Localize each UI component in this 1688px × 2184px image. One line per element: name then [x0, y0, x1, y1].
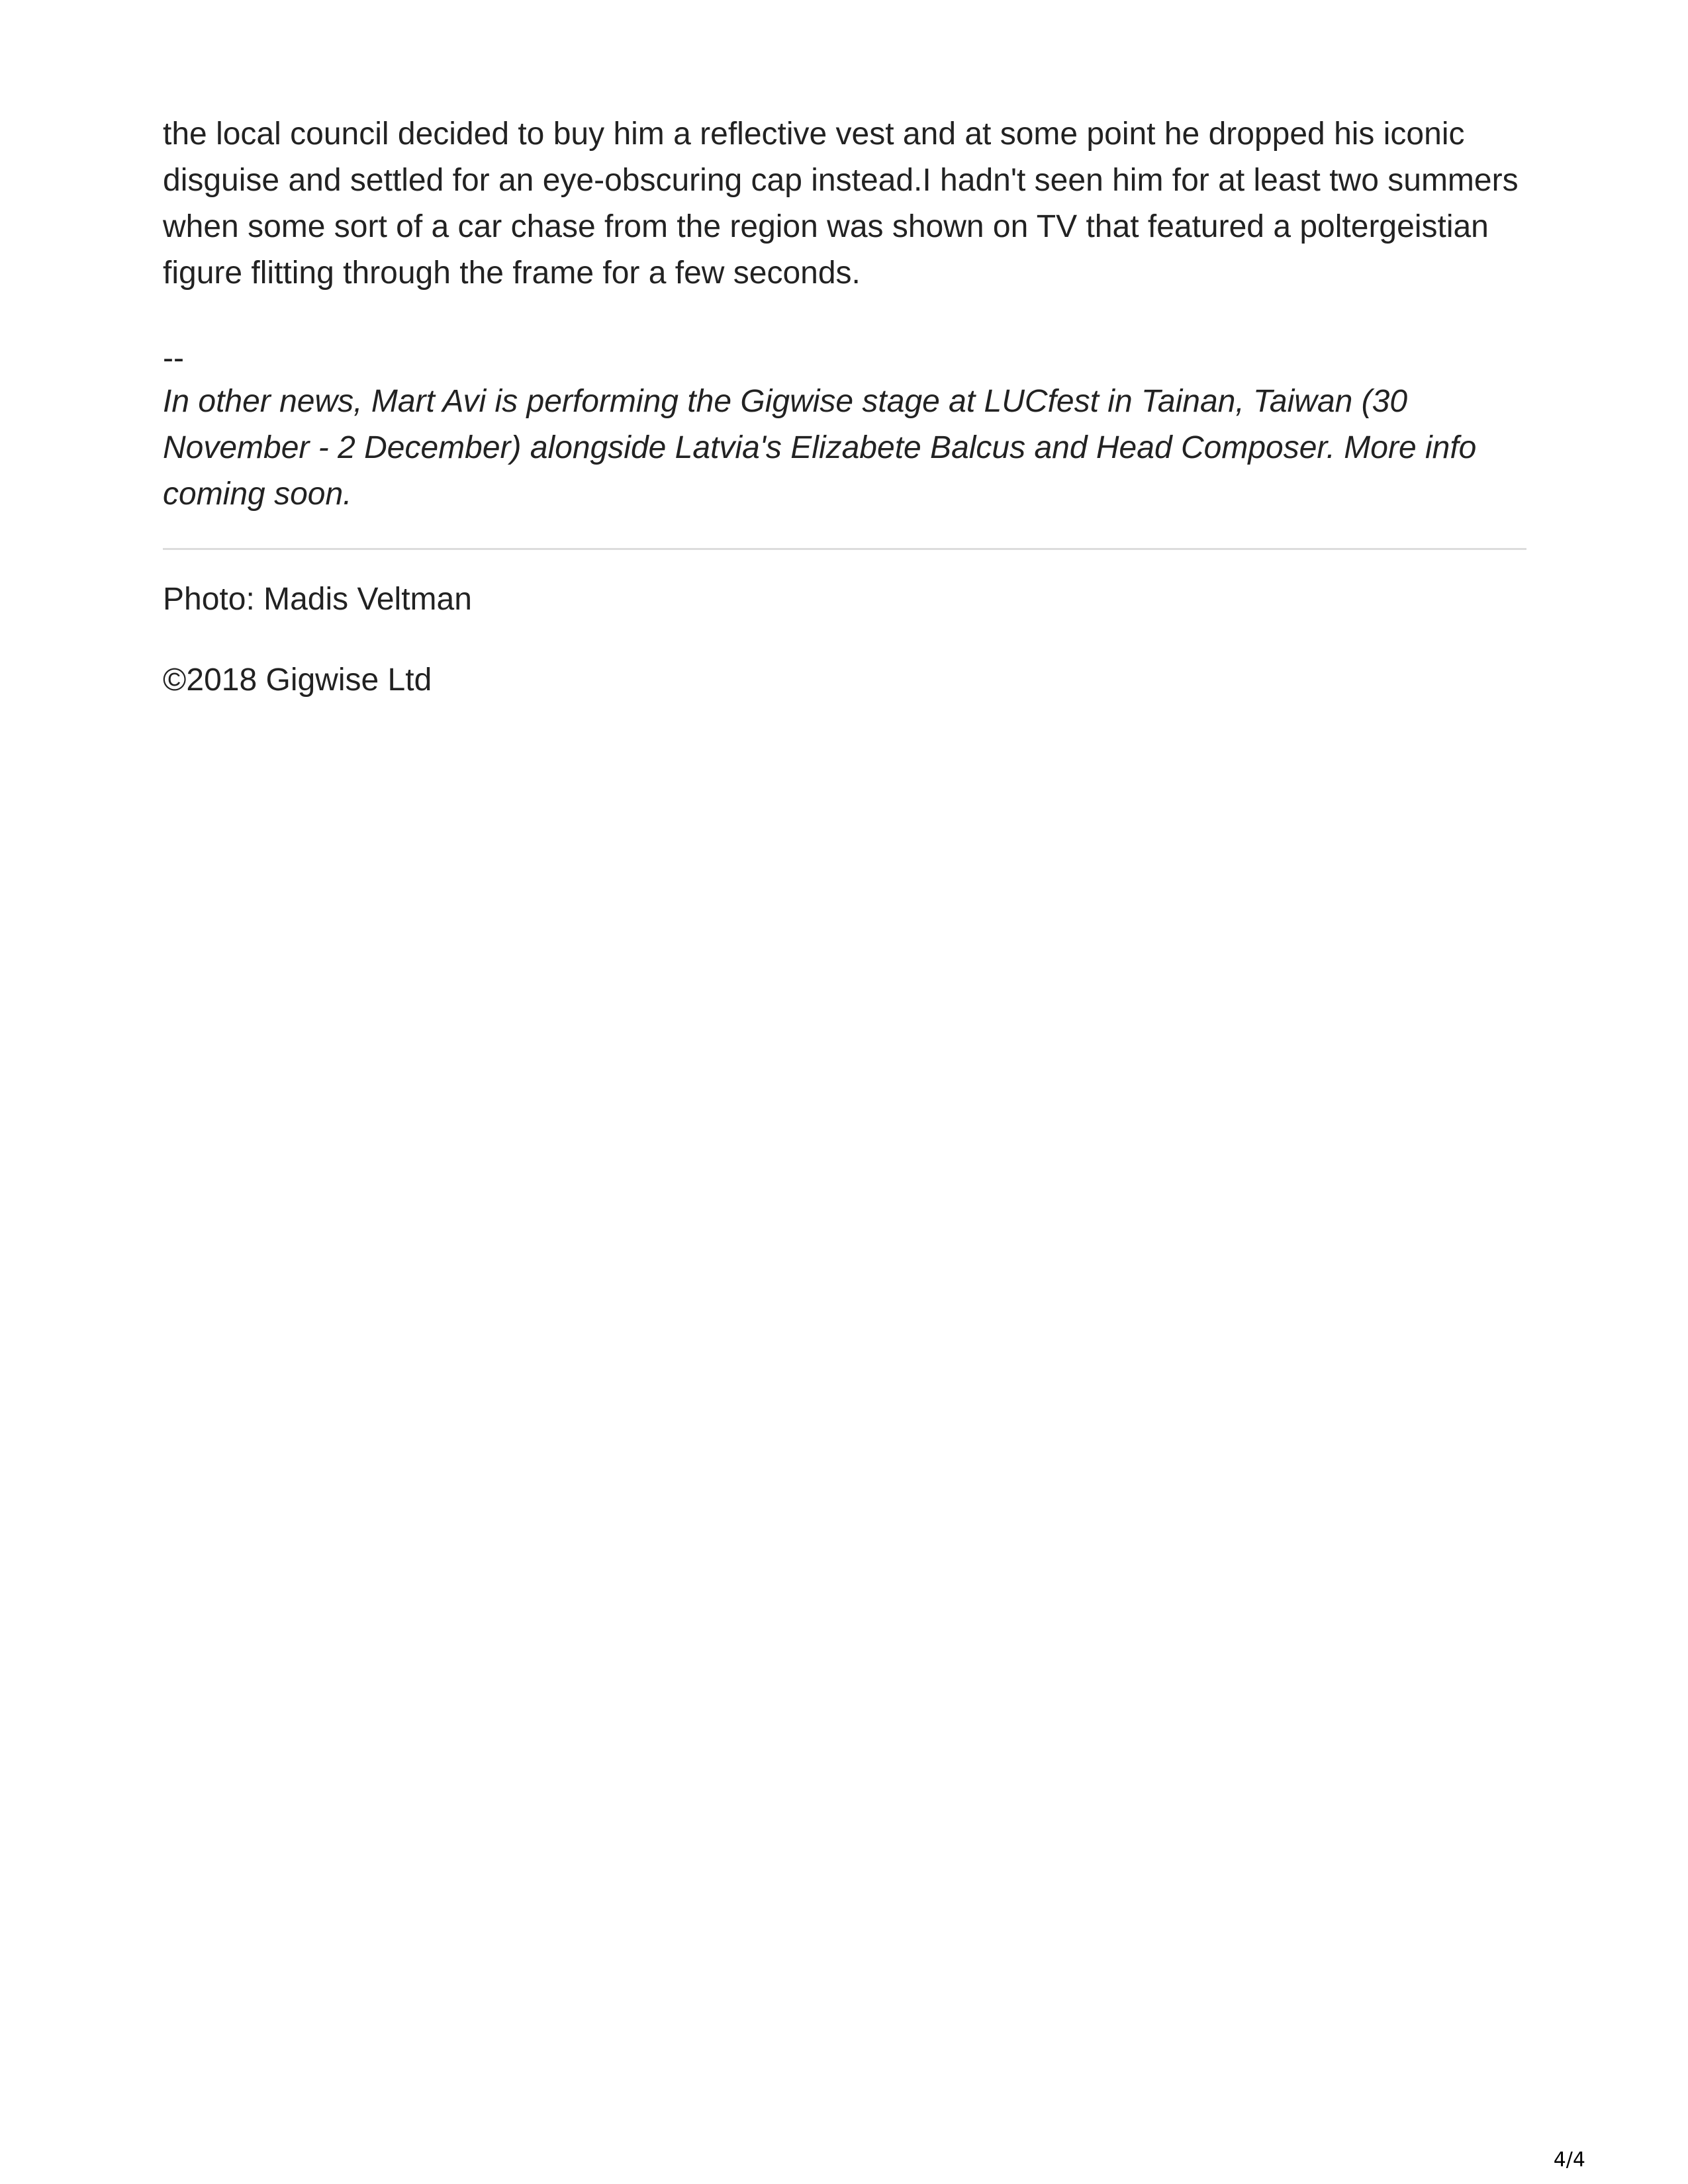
- horizontal-divider: [163, 548, 1526, 550]
- copyright-notice: ©2018 Gigwise Ltd: [163, 662, 432, 698]
- article-body-paragraph: the local council decided to buy him a reflective vest and at some point he dropped his iconic disguise and settled for an eye-obscuring cap instead.I hadn't seen him for at least two summers when some sort of a car chase from the region was shown on TV that featured a poltergeistian figure flitting through the frame for a few seconds.: [163, 116, 1519, 291]
- page-number: 4/4: [1553, 2148, 1585, 2171]
- photo-credit: Photo: Madis Veltman: [163, 582, 472, 617]
- text-separator: --: [163, 341, 184, 376]
- news-note-paragraph: In other news, Mart Avi is performing the Gigwise stage at LUCfest in Tainan, Taiwan (30 November - 2 December) alongside Latvia's Elizabete Balcus and Head Composer. More info coming soon.: [163, 384, 1477, 512]
- article-content: [163, 111, 1526, 704]
